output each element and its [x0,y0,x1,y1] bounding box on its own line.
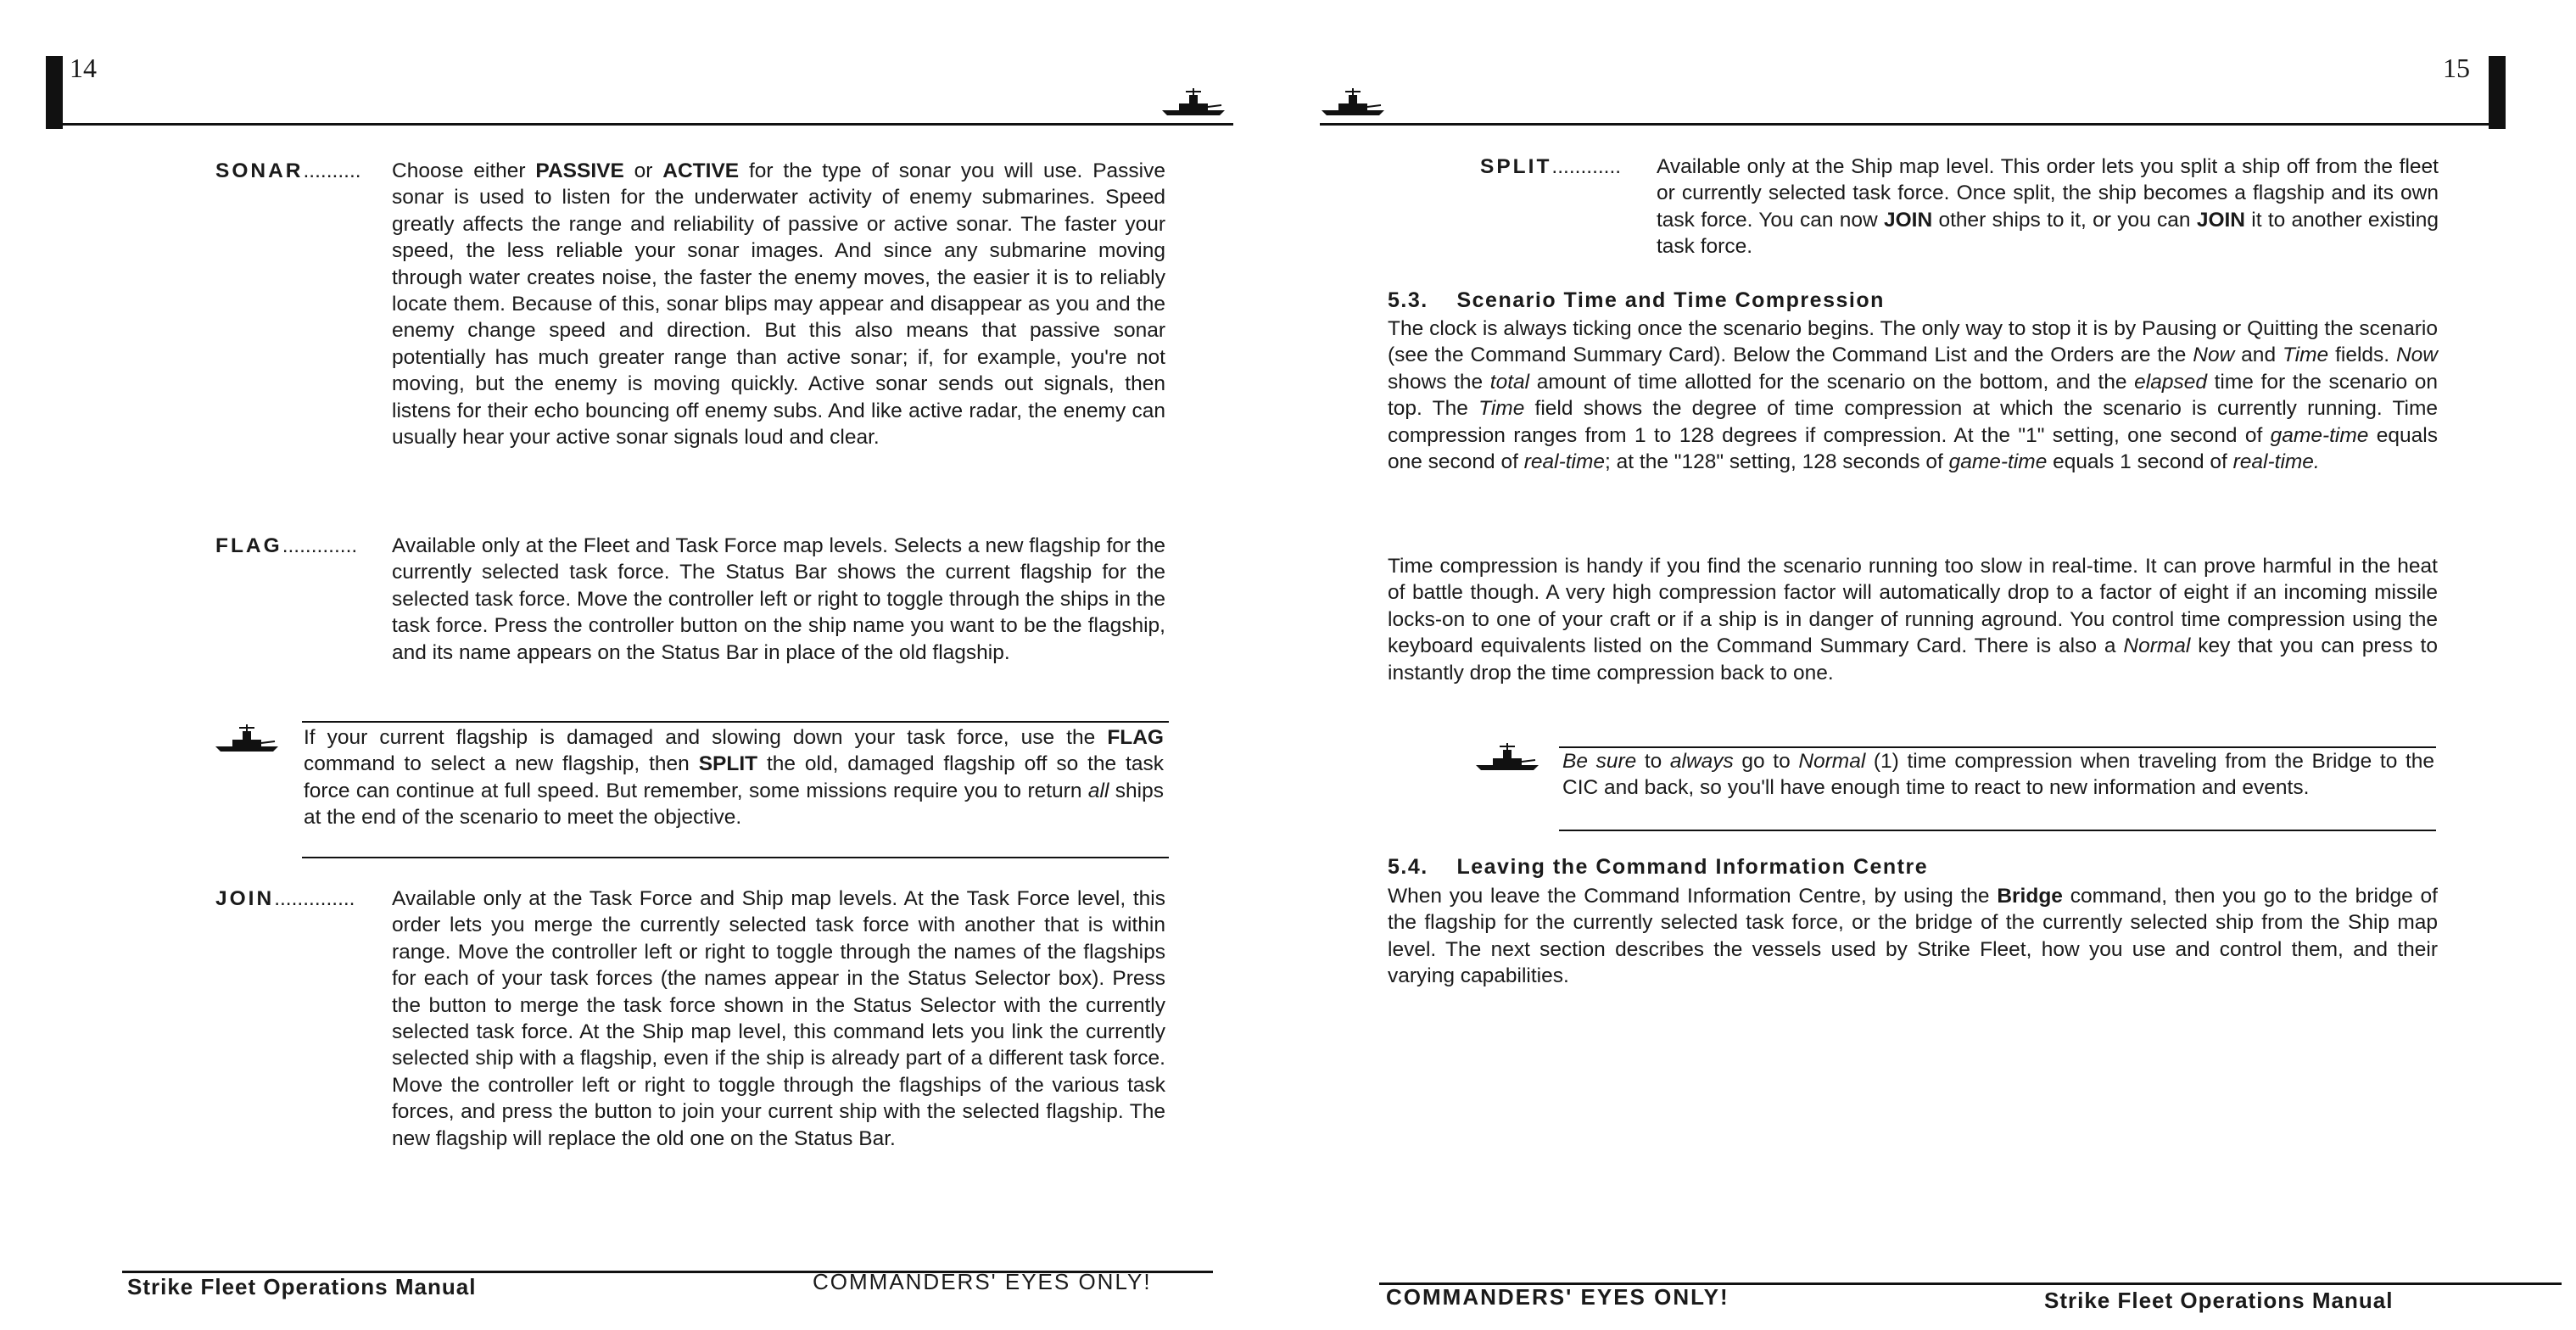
footer-classification: COMMANDERS' EYES ONLY! [813,1269,1152,1294]
note-bottom-rule [1559,830,2436,831]
sonar-entry [215,158,1165,450]
flag-entry [215,533,1165,666]
split-term: SPLIT............ [1480,155,1622,178]
section-5-4-heading: 5.4. Leaving the Command Information Centre [1388,855,1929,879]
right-page [1281,0,2576,1330]
ship-icon [1474,743,1540,772]
sonar-term: SONAR.......... [215,159,361,182]
note-top-rule [302,721,1169,723]
section-5-3-heading: 5.3. Scenario Time and Time Compression [1388,288,1885,312]
footer-title: Strike Fleet Operations Manual [127,1274,477,1299]
ship-icon [214,724,280,753]
page-edge-bar [46,56,63,129]
section-5-3-paragraph-1: The clock is always ticking once the scenario begins. The only way to stop it is by Pausing or Quitting the scenario (see the Command Summary Card). Below the Command List and the Orders are the Now and Time fields. Now shows the total amount of time allotted for the scenario on the bottom, and the elapsed time for the scenario on top. The Time field shows the degree of time compression at which the scenario is currently running. Time compression ranges from 1 to 128 degrees if compression. At the "1" setting, one second of game-time equals one second of real-time; at the "128" setting, 128 seconds of game-time equals 1 second of real-time. [1388,317,2439,474]
split-description: Available only at the Ship map level. This order lets you split a ship off from the fleet or currently selected task force. Once split, the ship becomes a flagship and its own task force. You can now JOIN other ships to it, or you can JOIN it to another existing task force. [1657,155,2439,259]
sonar-description: Choose either PASSIVE or ACTIVE for the type of sonar you will use. Passive sonar is used to listen for the underwater activity of enemy submarines. Speed greatly affects the range and reliability of passive or active sonar. The faster your speed, the less reliable your sonar images. And since any submarine moving through water creates noise, the faster the enemy moves, the easier it is to reliably locate them. Because of this, sonar blips may appear and disappear as you and the enemy change speed and direction. But this also means that passive sonar potentially has much greater range than active sonar; if, for example, you're not moving, but the enemy is moving quickly. Active sonar sends out signals, then listens for their echo bouncing off enemy subs. And like active radar, the enemy can usually hear your active sonar signals loud and clear. [392,159,1165,450]
section-5-3-paragraph-2: Time compression is handy if you find the scenario running too slow in real-time. It can prove harmful in the heat of battle though. A very high compression factor will automatically drop to a factor of eight if an incoming missile locks-on to one of your craft or if a ship is in danger of running aground. You control time compression using the keyboard equivalents listed on the Command Summary Card. There is also a Normal key that you can press to instantly drop the time compression back to one. [1388,555,2438,685]
join-description: Available only at the Task Force and Ship map levels. At the Task Force level, this order lets you merge the currently selected task force with another that is within range. Move the controller left or right to toggle through the names of the flagships for each of your task forces (the names appear in the Status Selector box). Press the button to merge the task force shown in the Status Selector with the currently selected task force. At the Ship map level, this command lets you link the currently selected ship with a flagship, even if the ship is already part of a different task force. Move the controller left or right to toggle through the flagships of the various task forces, and press the button to join your current ship with the selected flagship. The new flagship will replace the old one on the Status Bar. [392,887,1165,1150]
flag-description: Available only at the Fleet and Task Force map levels. Selects a new flagship for the currently selected task force. The Status Bar shows the current flagship for the selected task force. Move the controller left or right to toggle through the ships in the task force. Press the controller button on the ship name you want to be the flagship, and its name appears on the Status Bar in place of the old flagship. [392,534,1165,664]
split-entry [1480,154,2439,260]
footer-title: Strike Fleet Operations Manual [2044,1288,2394,1313]
time-compression-tip-note: Be sure to always go to Normal (1) time compression when traveling from the Bridge to the CIC and back, so you'll have enough time to react to new information and events. [1562,750,2435,800]
flag-term: FLAG............. [215,534,358,557]
note-bottom-rule [302,857,1169,858]
ship-icon [1160,88,1227,117]
page-edge-bar [2489,56,2506,129]
ship-icon [1320,88,1386,117]
flagship-tip-note: If your current flagship is damaged and slowing down your task force, use the FLAG command to select a new flagship, then SPLIT the old, damaged flagship off so the task force can continue at full speed. But remember, some missions require you to return all ships at the end of the scenario to meet the objective. [304,726,1164,830]
join-term: JOIN.............. [215,887,355,910]
left-page [0,0,1281,1330]
section-5-4-paragraph: When you leave the Command Information Centre, by using the Bridge command, then you go to the bridge of the flagship for the currently selected task force, or the bridge of the currently selected ship from the Ship map level. The next section describes the vessels used by Strike Fleet, how you use and control them, and their varying capabilities. [1388,885,2438,988]
page-number: 15 [2443,53,2470,83]
footer-classification: COMMANDERS' EYES ONLY! [1386,1284,1729,1310]
header-rule [1320,123,2506,126]
header-rule [46,123,1233,126]
join-entry [215,886,1165,1152]
page-number: 14 [70,53,97,83]
